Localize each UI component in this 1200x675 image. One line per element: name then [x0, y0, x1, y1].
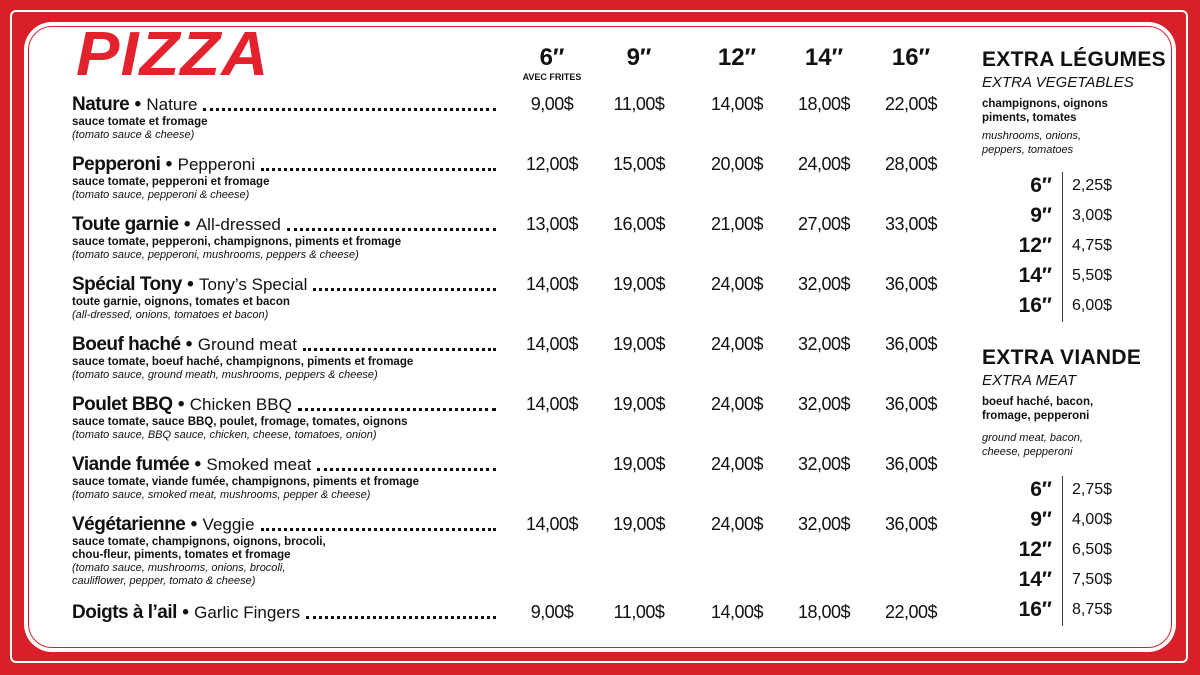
item-price: 11,00$ — [613, 602, 665, 622]
extra-price: 2,25$ — [1072, 177, 1113, 194]
extra-price-row — [982, 172, 1142, 202]
item-name-line — [72, 334, 297, 356]
menu-item — [72, 274, 952, 334]
item-separator: • — [180, 334, 198, 355]
item-description-fr: sauce tomate, boeuf haché, champignons, piments et fromage — [72, 356, 414, 368]
extra-veg-desc-fr: champignons, oignons piments, tomates — [982, 98, 1108, 124]
extra-price: 4,75$ — [1072, 237, 1113, 254]
item-price: 24,00$ — [710, 334, 764, 354]
item-name-line — [72, 94, 197, 116]
item-name-en: Garlic Fingers — [194, 603, 300, 622]
item-price: 14,00$ — [525, 274, 579, 294]
extra-meat-section — [982, 346, 1172, 459]
leader-dots — [261, 168, 496, 171]
item-price: 14,00$ — [710, 94, 764, 114]
item-description-fr: sauce tomate, viande fumée, champignons, piments et fromage — [72, 476, 420, 488]
item-name-line — [72, 602, 300, 624]
item-separator: • — [181, 274, 200, 295]
extra-price-row — [982, 202, 1142, 232]
extra-vegetables-section — [982, 48, 1172, 157]
item-price: 36,00$ — [884, 394, 938, 414]
leader-dots — [298, 408, 496, 411]
item-price: 27,00$ — [797, 214, 851, 234]
item-description-en: (tomato sauce, pepperoni, mushrooms, peppers & cheese) — [72, 249, 359, 261]
leader-dots — [303, 348, 496, 351]
extra-price-row — [982, 506, 1142, 536]
size-column-header: 6″ — [539, 44, 565, 71]
item-name-en: Pepperoni — [177, 155, 256, 174]
page-title: PIZZA — [76, 20, 270, 89]
item-name-fr: Boeuf haché — [72, 334, 181, 355]
menu-item — [72, 334, 952, 394]
item-price: 9,00$ — [530, 602, 574, 622]
item-price: 28,00$ — [884, 154, 938, 174]
extra-price-row — [982, 232, 1142, 262]
item-price: 16,00$ — [612, 214, 666, 234]
leader-dots — [261, 528, 496, 531]
extra-price: 4,00$ — [1072, 511, 1113, 528]
item-price: 21,00$ — [710, 214, 764, 234]
item-price: 22,00$ — [884, 602, 938, 622]
item-price: 20,00$ — [710, 154, 764, 174]
item-price: 32,00$ — [797, 334, 851, 354]
item-price: 19,00$ — [612, 514, 666, 534]
item-description-fr: sauce tomate, champignons, oignons, brocoli, — [72, 536, 326, 548]
item-price: 19,00$ — [612, 454, 666, 474]
extra-size: 9″ — [1030, 508, 1052, 531]
extra-price: 5,50$ — [1072, 267, 1113, 284]
item-price: 24,00$ — [710, 394, 764, 414]
extra-price-row — [982, 596, 1142, 626]
item-name-fr: Spécial Tony — [72, 274, 182, 295]
item-description-en: (tomato sauce, BBQ sauce, chicken, cheese, tomatoes, onion) — [72, 429, 377, 441]
item-name-line — [72, 514, 255, 536]
item-name-fr: Pepperoni — [72, 154, 161, 175]
item-name-line — [72, 154, 255, 176]
extra-meat-price-table — [982, 476, 1142, 626]
leader-dots — [287, 228, 496, 231]
item-price: 13,00$ — [525, 214, 579, 234]
item-description-en: (tomato sauce & cheese) — [72, 129, 195, 141]
item-name-en: Chicken BBQ — [189, 395, 292, 414]
item-price: 24,00$ — [710, 454, 764, 474]
size-column-header: 9″ — [626, 44, 652, 71]
extra-price: 2,75$ — [1072, 481, 1113, 498]
item-price: 19,00$ — [612, 274, 666, 294]
item-price: 14,00$ — [525, 394, 579, 414]
item-name-fr: Doigts à l’ail — [72, 602, 177, 623]
extra-size: 12″ — [1018, 538, 1052, 561]
extra-price: 7,50$ — [1072, 571, 1113, 588]
leader-dots — [313, 288, 496, 291]
item-name-en: Tony’s Special — [199, 275, 308, 294]
item-price: 19,00$ — [612, 334, 666, 354]
item-description-fr: sauce tomate et fromage — [72, 116, 208, 128]
item-price: 36,00$ — [884, 334, 938, 354]
extra-price-row — [982, 476, 1142, 506]
item-price: 14,00$ — [525, 334, 579, 354]
menu-item — [72, 602, 952, 662]
item-name-en: All-dressed — [195, 215, 281, 234]
menu-item — [72, 214, 952, 274]
item-name-fr: Toute garnie — [72, 214, 179, 235]
item-price: 15,00$ — [612, 154, 666, 174]
extra-price-row — [982, 292, 1142, 322]
extra-size: 12″ — [1018, 234, 1052, 257]
item-price: 12,00$ — [525, 154, 579, 174]
menu-item — [72, 454, 952, 514]
extra-veg-price-table — [982, 172, 1142, 322]
item-price: 32,00$ — [797, 454, 851, 474]
item-name-fr: Viande fumée — [72, 454, 190, 475]
item-description-fr: sauce tomate, pepperoni, champignons, piments et fromage — [72, 236, 402, 248]
item-name-en: Smoked meat — [206, 455, 312, 474]
item-price: 14,00$ — [525, 514, 579, 534]
item-name-line — [72, 454, 311, 476]
extra-size: 6″ — [1030, 478, 1052, 501]
extra-price-row — [982, 536, 1142, 566]
extra-veg-subtitle: EXTRA VEGETABLES — [982, 74, 1134, 91]
item-description-fr: toute garnie, oignons, tomates et bacon — [72, 296, 290, 308]
item-separator: • — [176, 602, 195, 623]
item-name-fr: Végétarienne — [72, 514, 186, 535]
extra-meat-title: EXTRA VIANDE — [982, 346, 1142, 369]
item-name-en: Veggie — [202, 515, 255, 534]
extra-veg-desc-en: mushrooms, onions, peppers, tomatoes — [982, 130, 1082, 156]
extra-price-row — [982, 262, 1142, 292]
extra-size: 16″ — [1018, 598, 1052, 621]
extra-meat-subtitle: EXTRA MEAT — [982, 372, 1077, 389]
extra-size: 16″ — [1018, 294, 1052, 317]
item-name-line — [72, 214, 281, 236]
item-price: 18,00$ — [797, 94, 851, 114]
item-description-fr: chou-fleur, piments, tomates et fromage — [72, 549, 291, 561]
size-column-header: 14″ — [804, 44, 844, 71]
item-description-en: cauliflower, pepper, tomato & cheese) — [72, 575, 256, 587]
size-column-header: 16″ — [891, 44, 931, 71]
extra-price: 6,00$ — [1072, 297, 1113, 314]
item-price: 19,00$ — [612, 394, 666, 414]
item-price: 9,00$ — [530, 94, 574, 114]
item-price: 36,00$ — [884, 514, 938, 534]
item-name-line — [72, 394, 292, 416]
item-price: 18,00$ — [797, 602, 851, 622]
item-description-en: (all-dressed, onions, tomatoes et bacon) — [72, 309, 269, 321]
extra-price-row — [982, 566, 1142, 596]
item-separator: • — [172, 394, 190, 415]
extra-veg-title: EXTRA LÉGUMES — [982, 48, 1166, 71]
leader-dots — [306, 616, 496, 619]
item-name-line — [72, 274, 307, 296]
item-price: 24,00$ — [710, 514, 764, 534]
menu-item — [72, 514, 952, 587]
item-description-en: (tomato sauce, smoked meat, mushrooms, pepper & cheese) — [72, 489, 371, 501]
extra-price: 6,50$ — [1072, 541, 1113, 558]
extra-size: 14″ — [1018, 264, 1052, 287]
extra-size: 9″ — [1030, 204, 1052, 227]
item-separator: • — [160, 154, 178, 175]
item-price: 24,00$ — [797, 154, 851, 174]
item-price: 32,00$ — [797, 514, 851, 534]
item-price: 33,00$ — [884, 214, 938, 234]
size-note: AVEC FRITES — [522, 72, 582, 82]
extra-price: 3,00$ — [1072, 207, 1113, 224]
item-price: 32,00$ — [797, 394, 851, 414]
item-price: 11,00$ — [613, 94, 665, 114]
item-separator: • — [178, 214, 196, 235]
item-name-en: Ground meat — [197, 335, 297, 354]
item-description-fr: sauce tomate, pepperoni et fromage — [72, 176, 270, 188]
leader-dots — [317, 468, 496, 471]
extra-meat-desc-en: ground meat, bacon, cheese, pepperoni — [982, 432, 1083, 458]
item-description-en: (tomato sauce, ground meath, mushrooms, peppers & cheese) — [72, 369, 378, 381]
menu-item — [72, 394, 952, 454]
item-name-en: Nature — [146, 95, 198, 114]
item-description-en: (tomato sauce, mushrooms, onions, brocoli, — [72, 562, 286, 574]
item-description-fr: sauce tomate, sauce BBQ, poulet, fromage, tomates, oignons — [72, 416, 408, 428]
menu-item — [72, 94, 952, 154]
item-price: 24,00$ — [710, 274, 764, 294]
item-price: 36,00$ — [884, 274, 938, 294]
item-separator: • — [185, 514, 203, 535]
item-name-fr: Poulet BBQ — [72, 394, 173, 415]
item-separator: • — [129, 94, 147, 115]
menu-item — [72, 154, 952, 214]
item-price: 14,00$ — [710, 602, 764, 622]
item-price: 32,00$ — [797, 274, 851, 294]
item-description-en: (tomato sauce, pepperoni & cheese) — [72, 189, 250, 201]
extra-meat-desc-fr: boeuf haché, bacon, fromage, pepperoni — [982, 396, 1094, 422]
item-name-fr: Nature — [72, 94, 130, 115]
item-price: 22,00$ — [884, 94, 938, 114]
size-column-header: 12″ — [717, 44, 757, 71]
item-separator: • — [189, 454, 207, 475]
extra-size: 6″ — [1030, 174, 1052, 197]
item-price: 36,00$ — [884, 454, 938, 474]
extra-size: 14″ — [1018, 568, 1052, 591]
extra-price: 8,75$ — [1072, 601, 1113, 618]
leader-dots — [203, 108, 496, 111]
